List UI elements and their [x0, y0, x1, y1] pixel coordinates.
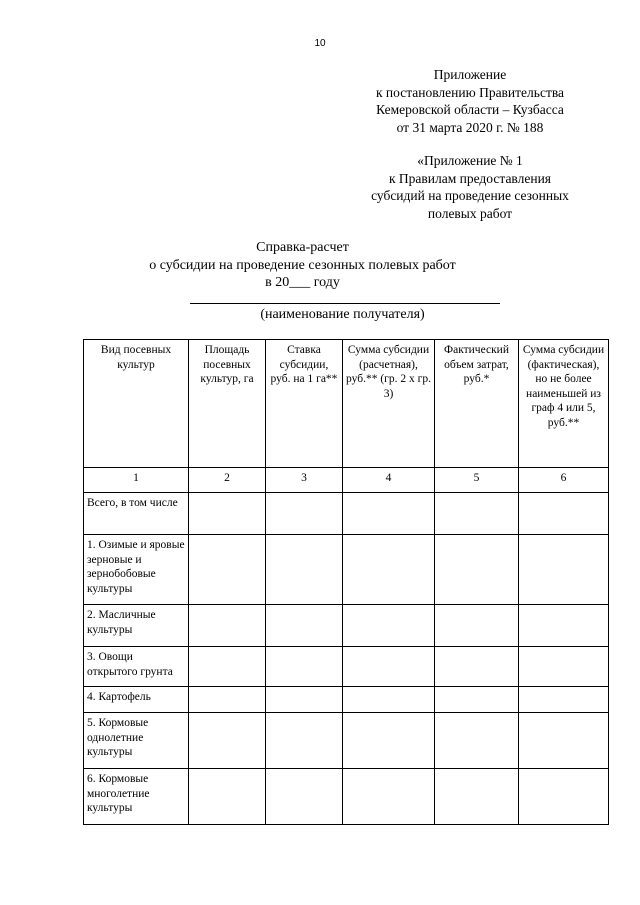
appendix-header — [340, 66, 600, 136]
recipient-caption: (наименование получателя) — [260, 307, 425, 322]
column-number: 2 — [189, 468, 266, 493]
column-number: 4 — [343, 468, 435, 493]
appendix-line: к постановлению Правительства — [375, 84, 565, 100]
table-row — [84, 713, 609, 769]
table-cell — [435, 769, 519, 825]
table-row — [84, 493, 609, 535]
table-cell — [343, 647, 435, 687]
column-header: Ставка субсидии, руб. на 1 га** — [266, 340, 343, 468]
table-cell — [343, 687, 435, 713]
table-cell — [435, 713, 519, 769]
appendix-rules-header — [340, 152, 600, 222]
table-cell — [266, 605, 343, 647]
table-cell — [519, 687, 609, 713]
row-label: 4. Картофель — [84, 687, 189, 713]
table-row — [84, 687, 609, 713]
table-cell — [189, 687, 266, 713]
recipient-blank-line — [190, 303, 500, 304]
table-cell — [435, 647, 519, 687]
table-cell — [343, 605, 435, 647]
row-label: 6. Кормовые многолетние культуры — [84, 769, 189, 825]
table-cell — [435, 687, 519, 713]
table-row — [84, 647, 609, 687]
row-label: 3. Овощи открытого грунта — [84, 647, 189, 687]
subtitle-line: о субсидии на проведение сезонных полевых работ — [149, 257, 456, 273]
row-label: Всего, в том числе — [84, 493, 189, 535]
table-cell — [266, 769, 343, 825]
column-header: Фактический объем затрат, руб.* — [435, 340, 519, 468]
table-cell — [435, 535, 519, 605]
table-cell — [519, 535, 609, 605]
table-cell — [189, 769, 266, 825]
table-cell — [343, 535, 435, 605]
appendix-rules-line: «Приложение № 1 — [417, 153, 523, 168]
page-number: 10 — [314, 38, 326, 49]
document-title — [80, 239, 525, 292]
table-cell — [189, 535, 266, 605]
row-label: 1. Озимые и яровые зерновые и зернобобовые культуры — [84, 535, 189, 605]
table-cell — [266, 713, 343, 769]
appendix-rules-line: субсидий на проведение сезонных — [371, 188, 569, 203]
table-cell — [519, 713, 609, 769]
title-line: Справка-расчет — [256, 240, 349, 255]
table-cell — [435, 605, 519, 647]
table-header-row — [84, 340, 609, 468]
table-cell — [189, 647, 266, 687]
table-cell — [519, 493, 609, 535]
table-cell — [519, 605, 609, 647]
column-header: Сумма субсидии (расчетная), руб.** (гр. 2 х гр. 3) — [343, 340, 435, 468]
table-cell — [343, 769, 435, 825]
column-number: 3 — [266, 468, 343, 493]
column-number: 1 — [84, 468, 189, 493]
column-number: 6 — [519, 468, 609, 493]
table-cell — [266, 493, 343, 535]
table-cell — [343, 493, 435, 535]
column-header: Площадь посевных культур, га — [189, 340, 266, 468]
column-header: Вид посевных культур — [84, 340, 189, 468]
column-number-row — [84, 468, 609, 493]
table-cell — [266, 647, 343, 687]
table-cell — [435, 493, 519, 535]
calculation-table — [83, 339, 609, 825]
table-cell — [189, 713, 266, 769]
table-cell — [519, 769, 609, 825]
column-number: 5 — [435, 468, 519, 493]
table-cell — [189, 605, 266, 647]
column-header: Сумма субсидии (фактическая), но не более наименьшей из граф 4 или 5, руб.** — [519, 340, 609, 468]
appendix-line: Кемеровской области – Кузбасса — [376, 102, 564, 117]
table-cell — [266, 687, 343, 713]
year-line: в 20___ году — [265, 275, 340, 290]
table-cell — [266, 535, 343, 605]
table-row — [84, 769, 609, 825]
appendix-line: Приложение — [433, 67, 507, 82]
appendix-line: от 31 марта 2020 г. № 188 — [396, 119, 544, 135]
appendix-rules-line: полевых работ — [427, 205, 513, 221]
row-label: 2. Масличные культуры — [84, 605, 189, 647]
table-cell — [343, 713, 435, 769]
appendix-rules-line: к Правилам предоставления — [388, 170, 552, 186]
table-row — [84, 535, 609, 605]
table-row — [84, 605, 609, 647]
table-cell — [189, 493, 266, 535]
row-label: 5. Кормовые однолетние культуры — [84, 713, 189, 769]
table-cell — [519, 647, 609, 687]
